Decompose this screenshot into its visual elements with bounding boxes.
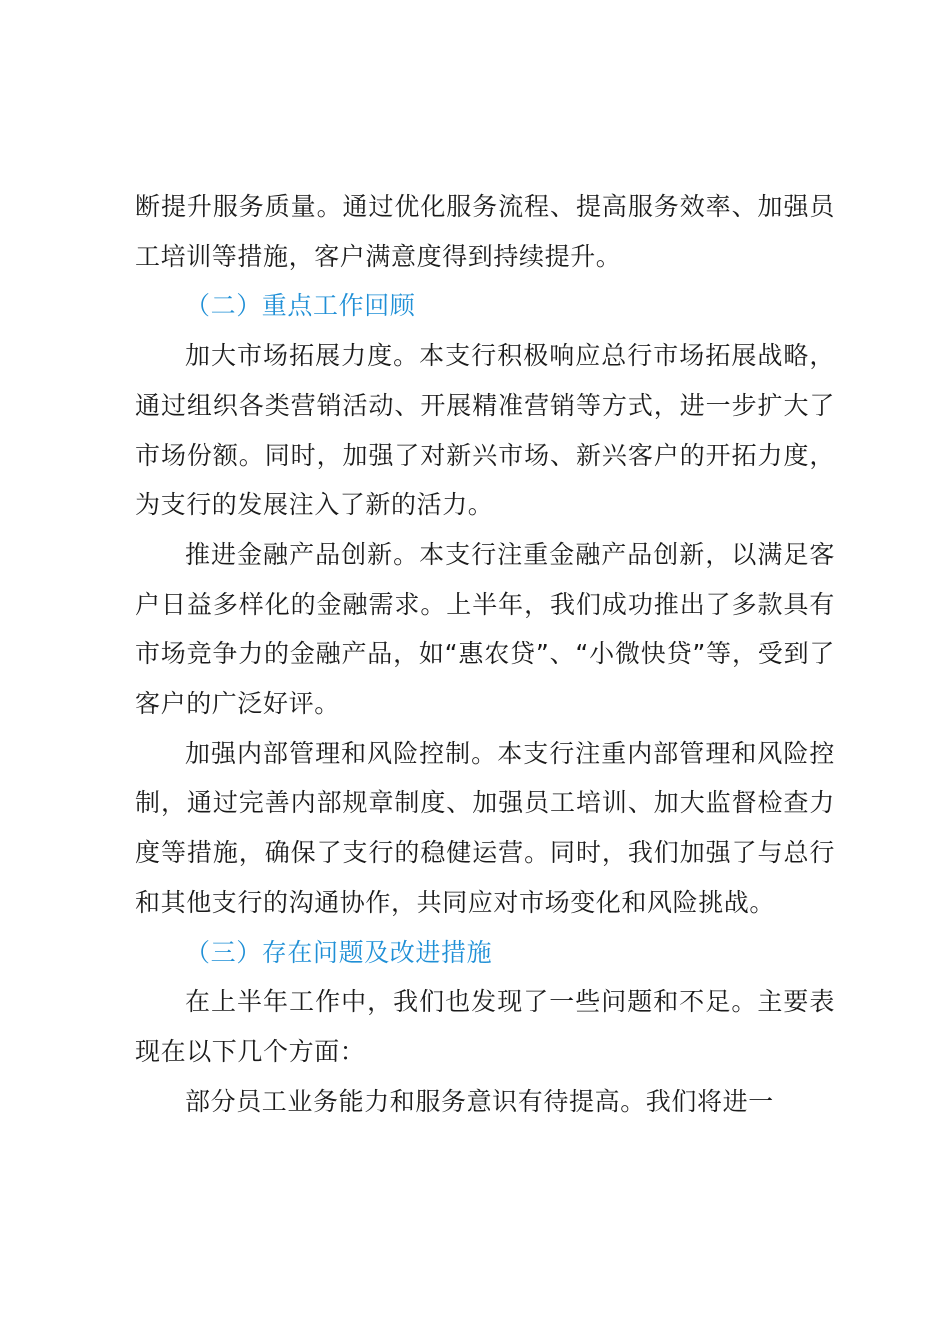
paragraph-risk-control: 加强内部管理和风险控制。本支行注重内部管理和风险控制，通过完善内部规章制度、加强员工培训、加大监督检查力度等措施，确保了支行的稳健运营。同时，我们加强了与总行和其他支行的沟通协作，共同应对市场变化和风险挑战。 [135,738,835,917]
paragraph-product-innovation: 推进金融产品创新。本支行注重金融产品创新，以满足客户日益多样化的金融需求。上半年，我们成功推出了多款具有市场竞争力的金融产品，如“惠农贷”、“小微快贷”等，受到了客户的广泛好评。 [135,539,835,719]
paragraph-problems-intro: 在上半年工作中，我们也发现了一些问题和不足。主要表现在以下几个方面： [135,987,835,1066]
paragraph-market-expansion: 加大市场拓展力度。本支行积极响应总行市场拓展战略，通过组织各类营销活动、开展精准营销等方式，进一步扩大了市场份额。同时，加强了对新兴市场、新兴客户的开拓力度，为支行的发展注入了新的活力。 [135,341,835,520]
paragraph-service-quality: 断提升服务质量。通过优化服务流程、提高服务效率、加强员工培训等措施，客户满意度得到持续提升。 [135,192,835,271]
section-heading-key-work-review: （二）重点工作回顾 [185,291,416,321]
section-heading-problems-improvements: （三）存在问题及改进措施 [185,937,493,967]
document-body [135,182,835,1126]
paragraph-staff-ability: 部分员工业务能力和服务意识有待提高。我们将进一 [185,1086,774,1116]
